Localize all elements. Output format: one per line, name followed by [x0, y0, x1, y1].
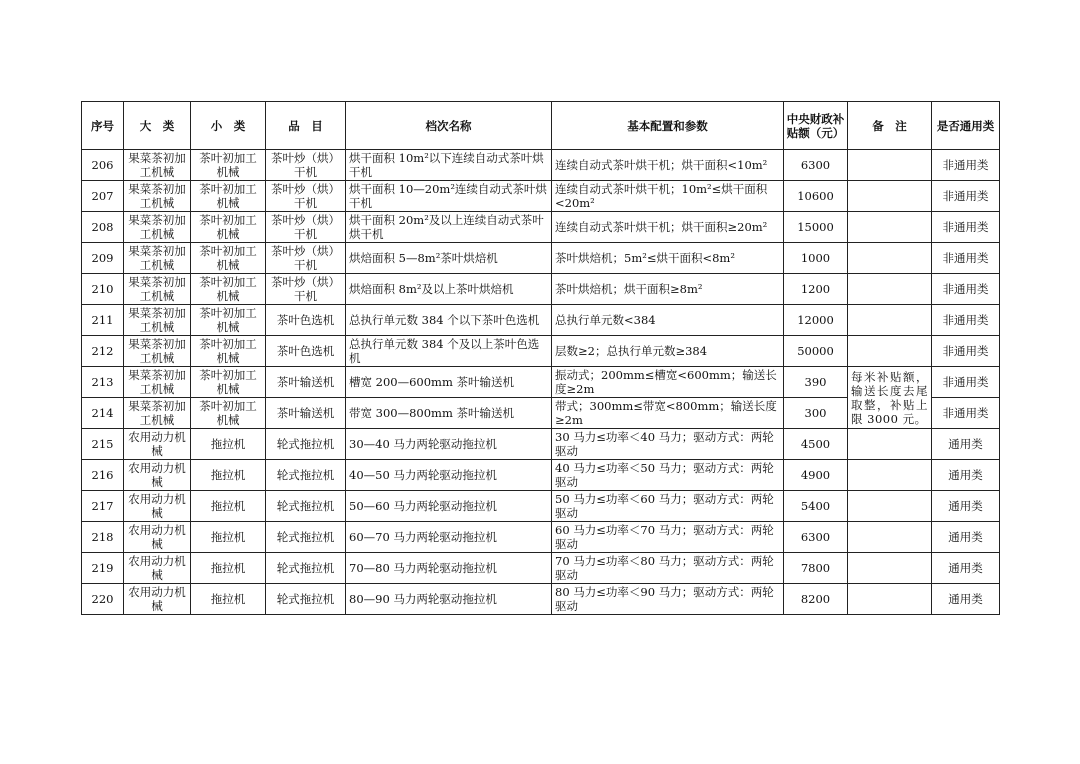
cell-subsidy: 1000: [784, 243, 848, 274]
table-row: [82, 429, 1000, 460]
cell-grade: 40—50 马力两轮驱动拖拉机: [346, 460, 552, 491]
cell-item: 茶叶炒（烘）干机: [266, 181, 346, 212]
cell-subsidy: 8200: [784, 584, 848, 615]
cell-config: 30 马力≤功率＜40 马力；驱动方式：两轮驱动: [552, 429, 784, 460]
cell-item: 茶叶炒（烘）干机: [266, 243, 346, 274]
cell-no: 211: [82, 305, 124, 336]
header-cell-general: 是否通用类: [932, 102, 1000, 150]
cell-category: 农用动力机械: [124, 491, 191, 522]
cell-subsidy: 10600: [784, 181, 848, 212]
cell-grade: 烘干面积 10m²以下连续自动式茶叶烘干机: [346, 150, 552, 181]
cell-general: 非通用类: [932, 150, 1000, 181]
cell-item: 茶叶输送机: [266, 367, 346, 398]
cell-subsidy: 7800: [784, 553, 848, 584]
cell-category: 果菜茶初加工机械: [124, 243, 191, 274]
cell-no: 207: [82, 181, 124, 212]
cell-category: 果菜茶初加工机械: [124, 336, 191, 367]
cell-category: 农用动力机械: [124, 429, 191, 460]
cell-no: 210: [82, 274, 124, 305]
cell-no: 217: [82, 491, 124, 522]
cell-subsidy: 300: [784, 398, 848, 429]
cell-no: 209: [82, 243, 124, 274]
cell-item: 轮式拖拉机: [266, 584, 346, 615]
cell-no: 206: [82, 150, 124, 181]
cell-config: 连续自动式茶叶烘干机；烘干面积≥20m²: [552, 212, 784, 243]
cell-general: 通用类: [932, 553, 1000, 584]
cell-subcategory: 茶叶初加工机械: [191, 150, 266, 181]
cell-note: [848, 243, 932, 274]
header-cell-no: 序号: [82, 102, 124, 150]
cell-no: 219: [82, 553, 124, 584]
header-row: [82, 102, 1000, 150]
cell-grade: 烘焙面积 8m²及以上茶叶烘焙机: [346, 274, 552, 305]
header-cell-note: 备 注: [848, 102, 932, 150]
cell-grade: 30—40 马力两轮驱动拖拉机: [346, 429, 552, 460]
cell-config: 层数≥2；总执行单元数≥384: [552, 336, 784, 367]
cell-subcategory: 拖拉机: [191, 460, 266, 491]
cell-item: 茶叶色选机: [266, 336, 346, 367]
cell-no: 218: [82, 522, 124, 553]
cell-note: [848, 429, 932, 460]
cell-item: 茶叶炒（烘）干机: [266, 274, 346, 305]
cell-note: [848, 150, 932, 181]
cell-subcategory: 茶叶初加工机械: [191, 336, 266, 367]
cell-item: 轮式拖拉机: [266, 553, 346, 584]
cell-note: [848, 491, 932, 522]
table-row: [82, 212, 1000, 243]
cell-category: 农用动力机械: [124, 584, 191, 615]
table-row: [82, 150, 1000, 181]
table-row: [82, 336, 1000, 367]
cell-general: 非通用类: [932, 305, 1000, 336]
cell-config: 茶叶烘焙机；5m²≤烘干面积<8m²: [552, 243, 784, 274]
cell-config: 60 马力≤功率＜70 马力；驱动方式：两轮驱动: [552, 522, 784, 553]
table-row: [82, 491, 1000, 522]
cell-subsidy: 50000: [784, 336, 848, 367]
cell-grade: 总执行单元数 384 个以下茶叶色选机: [346, 305, 552, 336]
cell-general: 非通用类: [932, 274, 1000, 305]
cell-item: 茶叶炒（烘）干机: [266, 150, 346, 181]
table-row: [82, 460, 1000, 491]
cell-category: 果菜茶初加工机械: [124, 150, 191, 181]
cell-no: 214: [82, 398, 124, 429]
table-header: [82, 102, 1000, 150]
cell-grade: 80—90 马力两轮驱动拖拉机: [346, 584, 552, 615]
cell-config: 茶叶烘焙机；烘干面积≥8m²: [552, 274, 784, 305]
cell-category: 农用动力机械: [124, 522, 191, 553]
table-row: [82, 367, 1000, 398]
cell-general: 通用类: [932, 429, 1000, 460]
cell-general: 通用类: [932, 460, 1000, 491]
cell-no: 212: [82, 336, 124, 367]
cell-note: [848, 460, 932, 491]
cell-no: 208: [82, 212, 124, 243]
cell-note: [848, 212, 932, 243]
cell-grade: 烘干面积 10—20m²连续自动式茶叶烘干机: [346, 181, 552, 212]
cell-config: 连续自动式茶叶烘干机；烘干面积<10m²: [552, 150, 784, 181]
cell-grade: 烘干面积 20m²及以上连续自动式茶叶烘干机: [346, 212, 552, 243]
table-row: [82, 522, 1000, 553]
cell-config: 40 马力≤功率＜50 马力；驱动方式：两轮驱动: [552, 460, 784, 491]
cell-grade: 槽宽 200—600mm 茶叶输送机: [346, 367, 552, 398]
cell-subsidy: 15000: [784, 212, 848, 243]
cell-general: 非通用类: [932, 367, 1000, 398]
cell-category: 农用动力机械: [124, 553, 191, 584]
cell-subcategory: 茶叶初加工机械: [191, 274, 266, 305]
cell-subcategory: 拖拉机: [191, 491, 266, 522]
cell-general: 通用类: [932, 491, 1000, 522]
cell-note: [848, 274, 932, 305]
table-row: [82, 553, 1000, 584]
cell-config: 连续自动式茶叶烘干机；10m²≤烘干面积<20m²: [552, 181, 784, 212]
cell-general: 非通用类: [932, 398, 1000, 429]
cell-item: 茶叶色选机: [266, 305, 346, 336]
cell-subsidy: 4500: [784, 429, 848, 460]
cell-note: [848, 553, 932, 584]
cell-item: 轮式拖拉机: [266, 429, 346, 460]
cell-general: 非通用类: [932, 243, 1000, 274]
cell-subcategory: 拖拉机: [191, 584, 266, 615]
cell-config: 70 马力≤功率＜80 马力；驱动方式：两轮驱动: [552, 553, 784, 584]
cell-subsidy: 4900: [784, 460, 848, 491]
cell-note: [848, 181, 932, 212]
header-cell-category: 大 类: [124, 102, 191, 150]
header-cell-item: 品 目: [266, 102, 346, 150]
cell-no: 216: [82, 460, 124, 491]
cell-category: 果菜茶初加工机械: [124, 305, 191, 336]
cell-subsidy: 390: [784, 367, 848, 398]
cell-category: 果菜茶初加工机械: [124, 274, 191, 305]
cell-no: 213: [82, 367, 124, 398]
cell-subsidy: 5400: [784, 491, 848, 522]
cell-subsidy: 1200: [784, 274, 848, 305]
subsidy-table: [81, 101, 1000, 615]
cell-config: 总执行单元数<384: [552, 305, 784, 336]
cell-subcategory: 拖拉机: [191, 429, 266, 460]
table-row: [82, 274, 1000, 305]
table-row: [82, 584, 1000, 615]
table-row: [82, 181, 1000, 212]
cell-note: [848, 522, 932, 553]
cell-config: 50 马力≤功率＜60 马力；驱动方式：两轮驱动: [552, 491, 784, 522]
cell-subcategory: 茶叶初加工机械: [191, 398, 266, 429]
cell-general: 通用类: [932, 584, 1000, 615]
cell-note: 每米补贴额，输送长度去尾取整，补贴上限 3000 元。: [848, 367, 932, 429]
cell-no: 215: [82, 429, 124, 460]
cell-no: 220: [82, 584, 124, 615]
cell-category: 果菜茶初加工机械: [124, 398, 191, 429]
cell-grade: 带宽 300—800mm 茶叶输送机: [346, 398, 552, 429]
cell-general: 非通用类: [932, 212, 1000, 243]
cell-item: 茶叶输送机: [266, 398, 346, 429]
cell-category: 果菜茶初加工机械: [124, 367, 191, 398]
cell-item: 轮式拖拉机: [266, 522, 346, 553]
cell-category: 农用动力机械: [124, 460, 191, 491]
cell-category: 果菜茶初加工机械: [124, 181, 191, 212]
cell-category: 果菜茶初加工机械: [124, 212, 191, 243]
cell-general: 非通用类: [932, 336, 1000, 367]
cell-grade: 60—70 马力两轮驱动拖拉机: [346, 522, 552, 553]
cell-subsidy: 6300: [784, 150, 848, 181]
cell-subcategory: 茶叶初加工机械: [191, 212, 266, 243]
cell-general: 通用类: [932, 522, 1000, 553]
cell-item: 轮式拖拉机: [266, 491, 346, 522]
cell-note: [848, 305, 932, 336]
header-cell-grade: 档次名称: [346, 102, 552, 150]
table-row: [82, 305, 1000, 336]
cell-subcategory: 茶叶初加工机械: [191, 367, 266, 398]
cell-subcategory: 茶叶初加工机械: [191, 305, 266, 336]
cell-config: 80 马力≤功率＜90 马力；驱动方式：两轮驱动: [552, 584, 784, 615]
cell-config: 带式；300mm≤带宽<800mm；输送长度≥2m: [552, 398, 784, 429]
cell-grade: 70—80 马力两轮驱动拖拉机: [346, 553, 552, 584]
table-body: [82, 150, 1000, 615]
table-row: [82, 243, 1000, 274]
cell-note: [848, 336, 932, 367]
header-cell-subsidy: 中央财政补贴额（元）: [784, 102, 848, 150]
cell-grade: 50—60 马力两轮驱动拖拉机: [346, 491, 552, 522]
cell-subcategory: 茶叶初加工机械: [191, 181, 266, 212]
cell-item: 轮式拖拉机: [266, 460, 346, 491]
cell-subcategory: 拖拉机: [191, 522, 266, 553]
cell-grade: 总执行单元数 384 个及以上茶叶色选机: [346, 336, 552, 367]
cell-item: 茶叶炒（烘）干机: [266, 212, 346, 243]
cell-general: 非通用类: [932, 181, 1000, 212]
cell-config: 振动式；200mm≤槽宽<600mm；输送长度≥2m: [552, 367, 784, 398]
header-cell-config: 基本配置和参数: [552, 102, 784, 150]
cell-grade: 烘焙面积 5—8m²茶叶烘焙机: [346, 243, 552, 274]
cell-note: [848, 584, 932, 615]
header-cell-subcategory: 小 类: [191, 102, 266, 150]
cell-subsidy: 6300: [784, 522, 848, 553]
cell-subcategory: 茶叶初加工机械: [191, 243, 266, 274]
cell-subcategory: 拖拉机: [191, 553, 266, 584]
cell-subsidy: 12000: [784, 305, 848, 336]
